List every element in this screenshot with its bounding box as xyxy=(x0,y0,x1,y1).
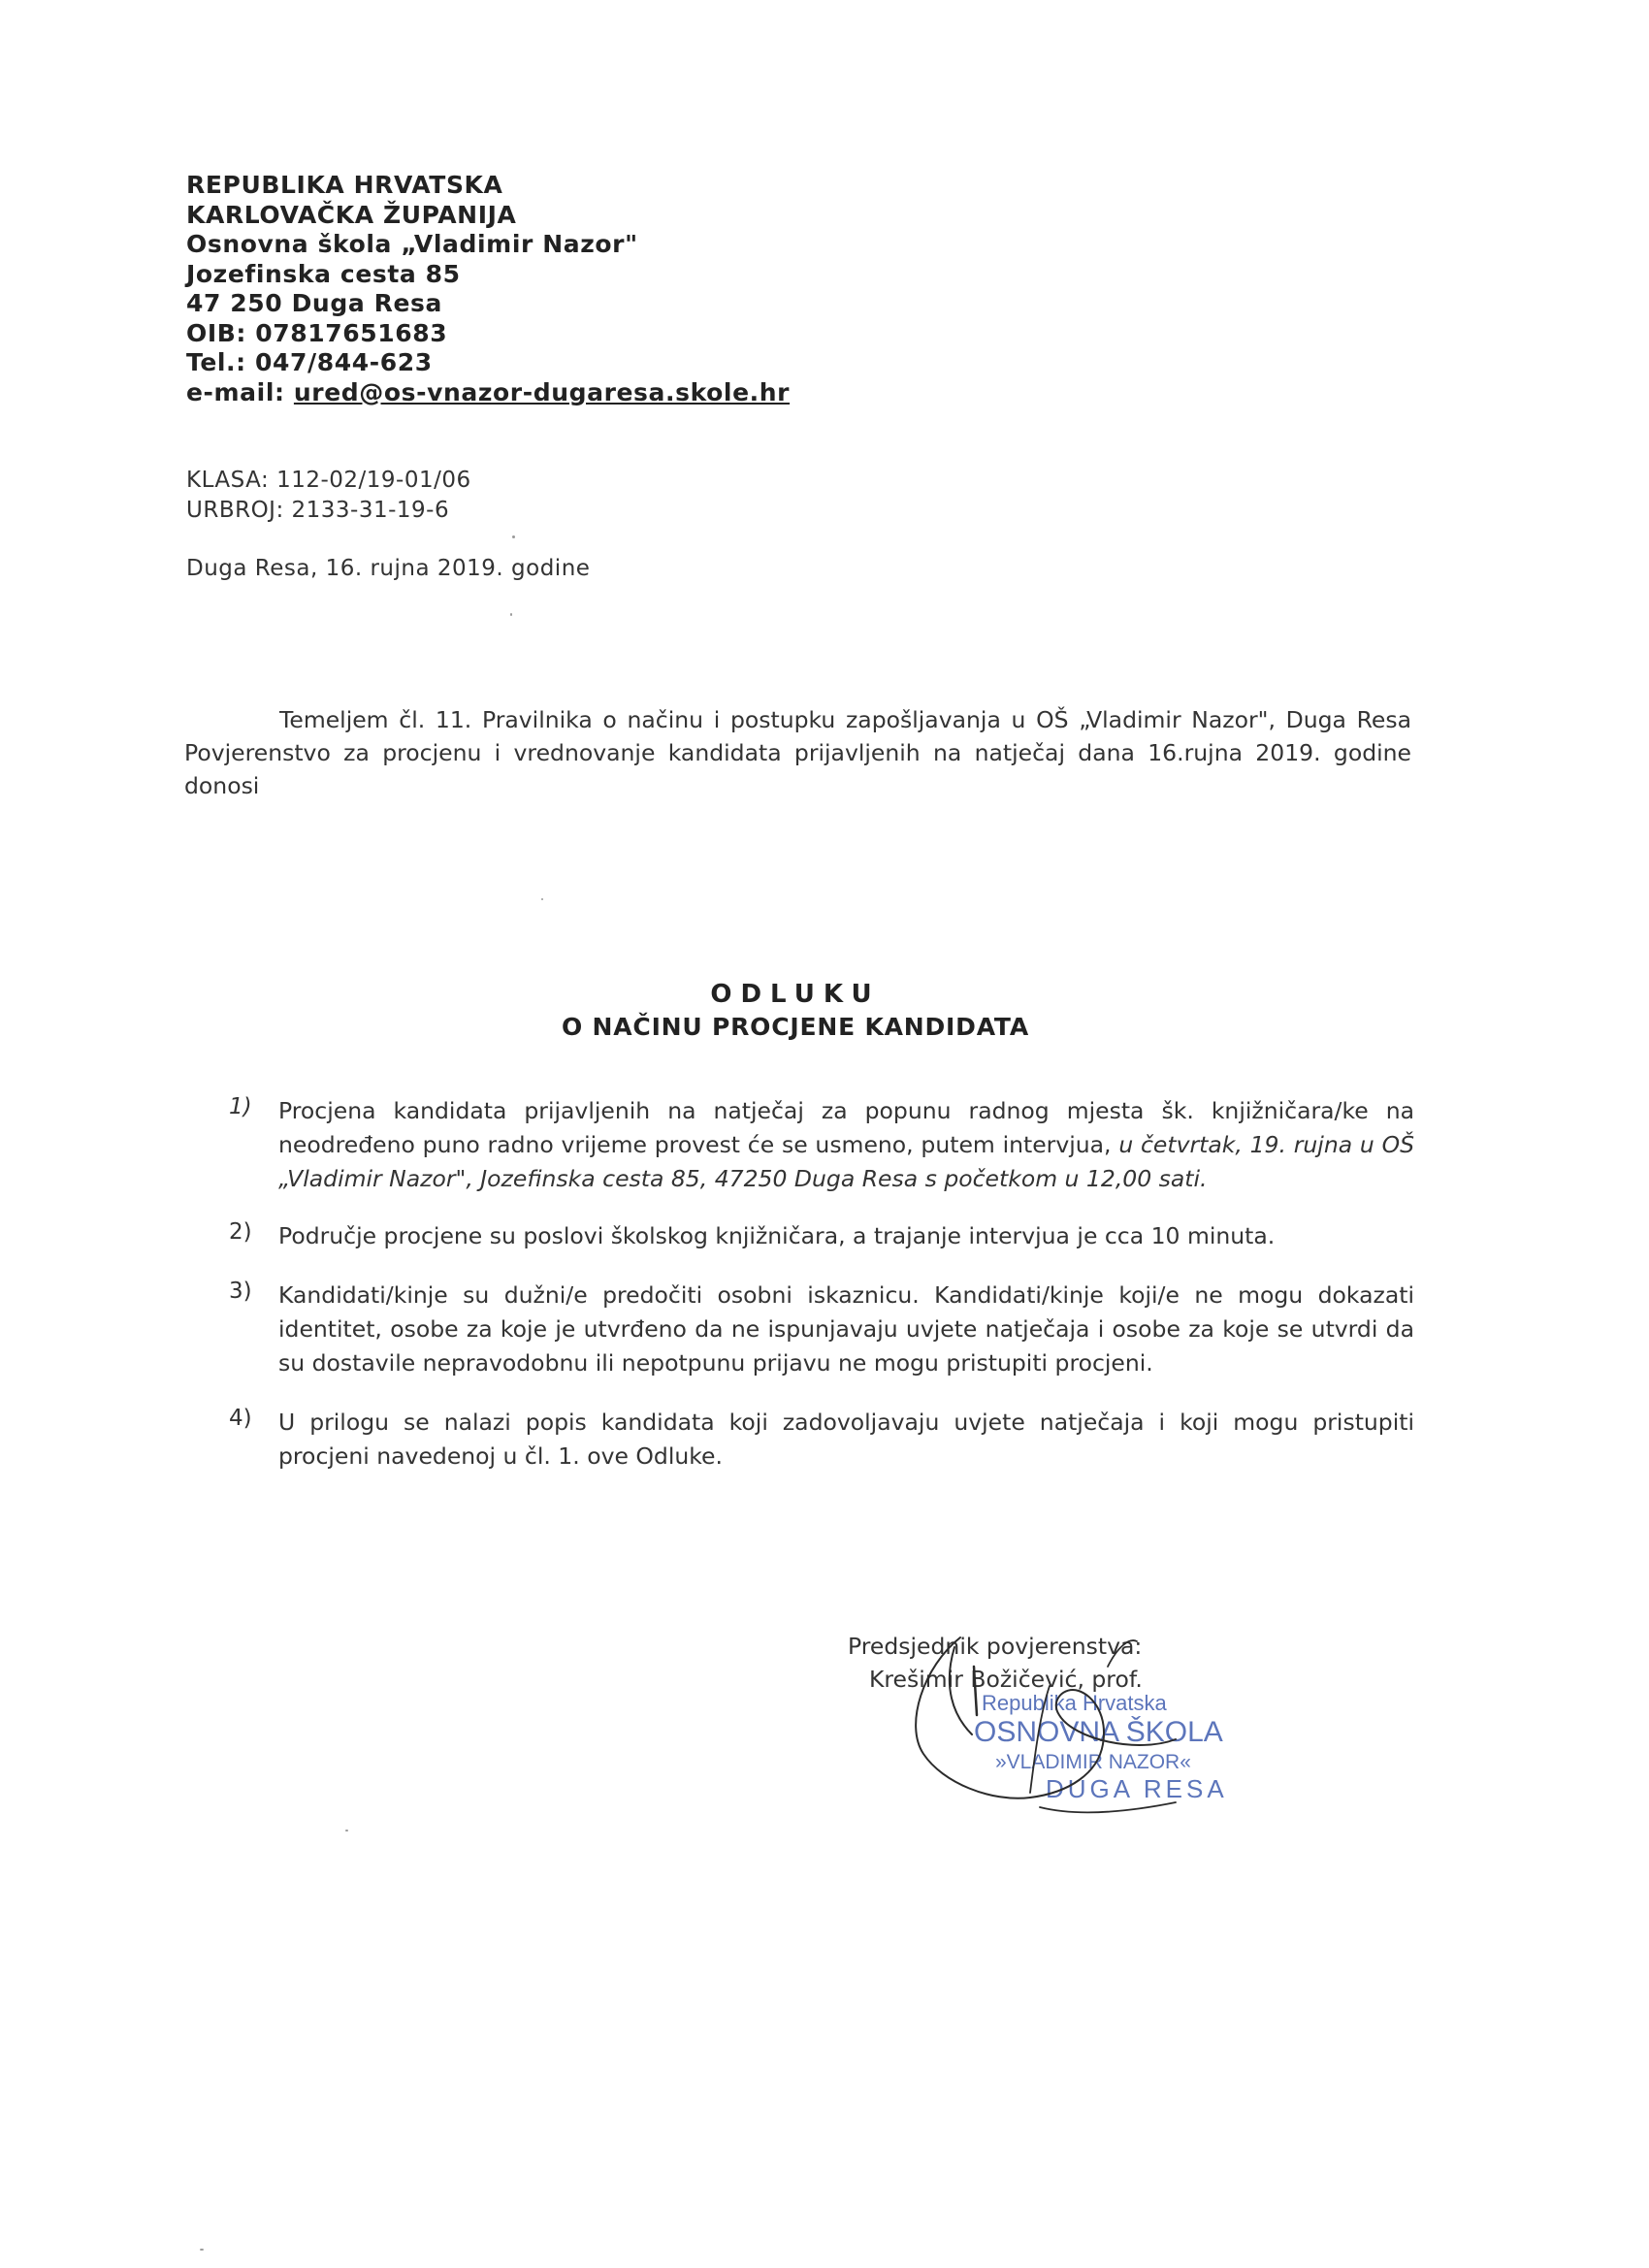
decision-title: ODLUKU xyxy=(710,980,881,1009)
klasa-line: KLASA: 112-02/19-01/06 xyxy=(186,468,471,493)
item-number: 1) xyxy=(229,1094,252,1119)
signature-name: Krešimir Božičević, prof. xyxy=(869,1666,1143,1693)
email-label: e-mail: xyxy=(186,377,294,406)
letterhead-line: REPUBLIKA HRVATSKA xyxy=(186,171,503,199)
item-text: U prilogu se nalazi popis kandidata koji zadovoljavaju uvjete natječaja i koji mogu pristupiti procjeni navedenoj u čl. 1. ove Odluke. xyxy=(278,1409,1414,1470)
list-item xyxy=(229,1094,1414,1196)
item-text-plain: Procjena kandidata prijavljenih na natječaj za popunu radnog mjesta šk. knjižničara/ke na neodređeno puno radno vrijeme provest će se usmeno, putem intervjua, xyxy=(278,1097,1414,1158)
item-number: 2) xyxy=(229,1219,252,1245)
item-text: Područje procjene su poslovi školskog knjižničara, a trajanje intervjua je cca 10 minuta. xyxy=(278,1222,1276,1249)
item-text-emphasis: u četvrtak, 19. rujna u OŠ „Vladimir Nazor", Jozefinska cesta 85, 47250 Duga Resa s početkom u 12,00 sati. xyxy=(278,1131,1414,1192)
scan-speck xyxy=(200,2249,204,2251)
place-date-line: Duga Resa, 16. rujna 2019. godine xyxy=(186,556,591,581)
decision-subtitle: O NAČINU PROCJENE KANDIDATA xyxy=(562,1013,1029,1041)
letterhead-line: 47 250 Duga Resa xyxy=(186,289,442,317)
intro-paragraph xyxy=(184,703,1411,802)
email-link[interactable]: ured@os-vnazor-dugaresa.skole.hr xyxy=(293,377,791,406)
item-text: Kandidati/kinje su dužni/e predočiti osobni iskaznicu. Kandidati/kinje koji/e ne mogu dokazati identitet, osobe za koje je utvrđeno da ne ispunjavaju uvjete natječaja i osobe za koje se utvrdi da su dostavile nepravodobnu ili nepotpunu prijavu ne mogu pristupiti procjeni. xyxy=(278,1281,1414,1377)
list-item xyxy=(229,1406,1414,1474)
item-text xyxy=(278,1094,1414,1196)
letterhead-line: KARLOVAČKA ŽUPANIJA xyxy=(186,200,517,229)
item-number: 4) xyxy=(229,1406,252,1431)
scan-speck xyxy=(345,1830,348,1831)
signature-role: Predsjednik povjerenstva: xyxy=(848,1633,1143,1660)
handwritten-signature xyxy=(885,1608,1234,1822)
urbroj-line: URBROJ: 2133-31-19-6 xyxy=(186,498,450,523)
letterhead-email-line xyxy=(186,378,790,408)
letterhead-line: OIB: 07817651683 xyxy=(186,318,448,347)
stamp-line: Republika Hrvatska xyxy=(982,1691,1167,1715)
intro-text: Temeljem čl. 11. Pravilnika o načinu i postupku zapošljavanja u OŠ „Vladimir Nazor", Duga Resa Povjerenstvo za procjenu i vrednovanje kandidata prijavljenih na natječaj dana 16.rujna 2019. godine donosi xyxy=(184,706,1411,799)
list-item xyxy=(229,1219,1414,1253)
letterhead-line: Osnovna škola „Vladimir Nazor" xyxy=(186,230,638,258)
item-number: 3) xyxy=(229,1279,252,1304)
letterhead-line: Jozefinska cesta 85 xyxy=(186,259,461,288)
school-letterhead xyxy=(186,171,790,407)
scan-speck xyxy=(512,535,515,538)
letterhead-line: Tel.: 047/844-623 xyxy=(186,348,433,376)
stamp-line: »VLADIMIR NAZOR« xyxy=(995,1751,1191,1773)
scan-speck xyxy=(510,613,512,616)
scan-speck xyxy=(541,898,543,900)
stamp-line: OSNOVNA ŠKOLA xyxy=(974,1716,1223,1748)
decision-items xyxy=(229,1094,1414,1474)
stamp-line: DUGA RESA xyxy=(1046,1774,1228,1803)
list-item xyxy=(229,1279,1414,1380)
